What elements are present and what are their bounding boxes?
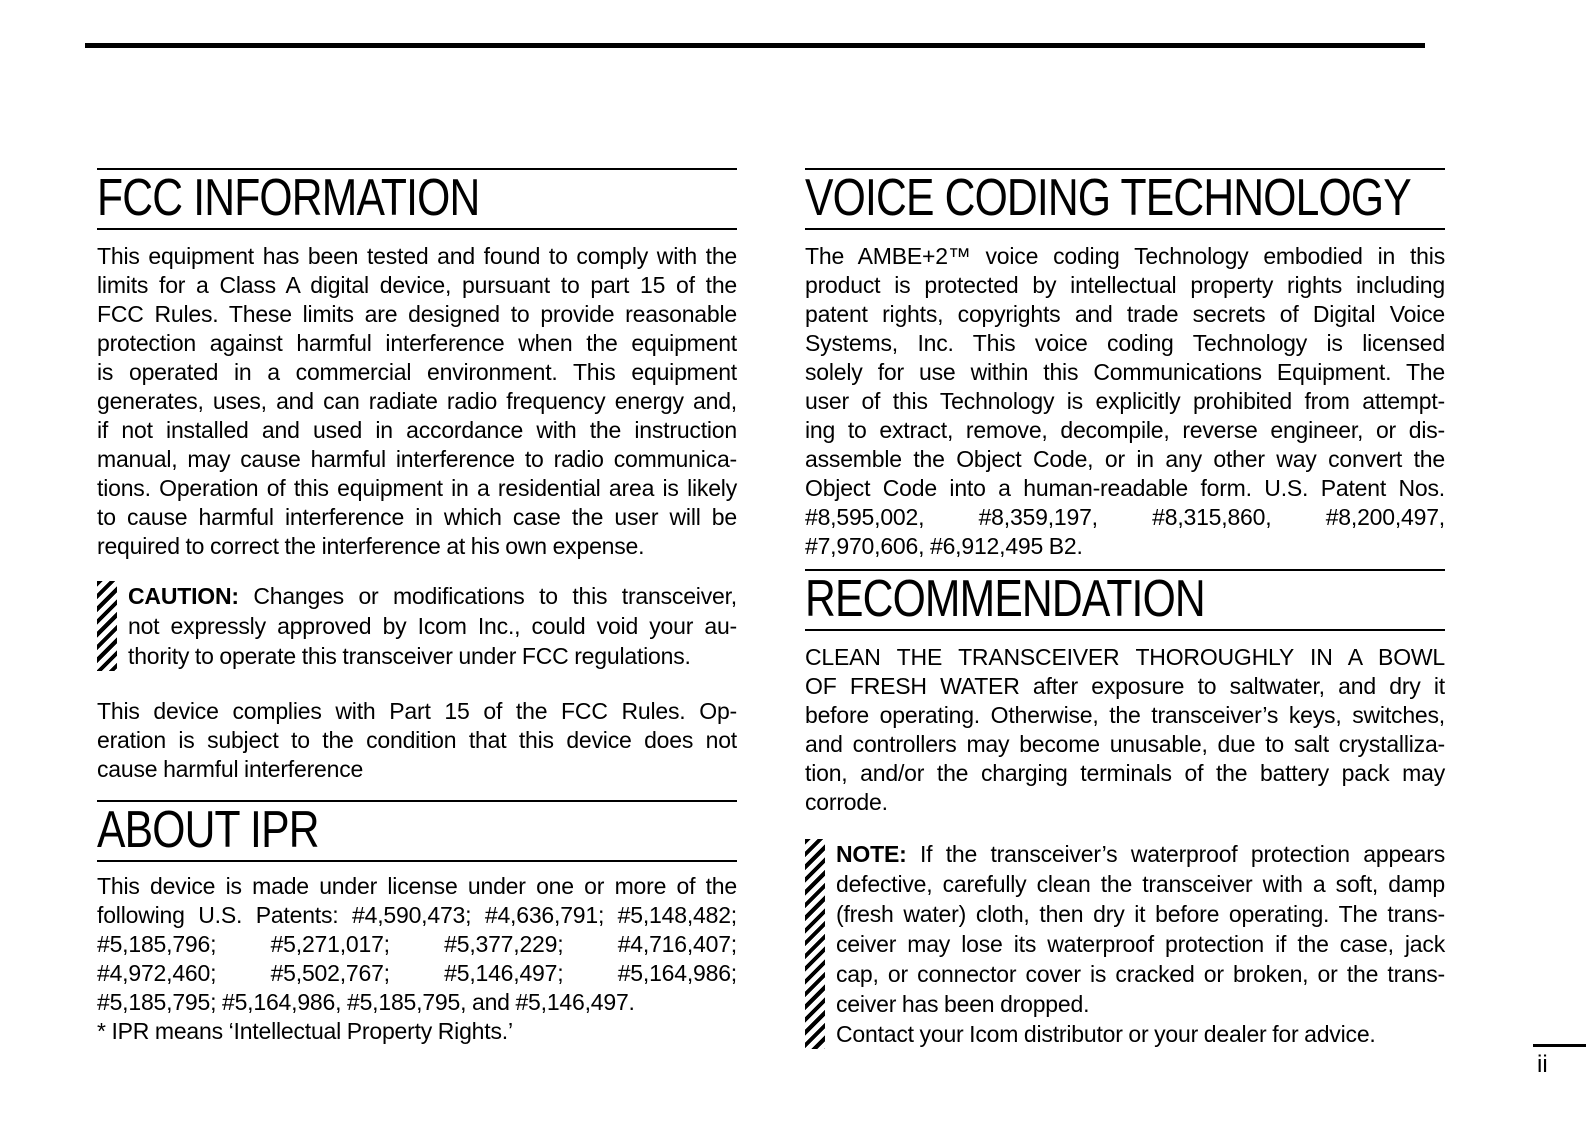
section-heading-recommendation	[805, 569, 1445, 631]
text-line: following U.S. Patents: #4,590,473; #4,636,791; #5,148,482;	[97, 902, 737, 928]
callout-lead: CAUTION:	[128, 583, 254, 609]
text-line: ing to extract, remove, decompile, reverse engineer, or dis-	[805, 417, 1445, 443]
text-line: ceiver may lose its waterproof protection if the case, jack	[836, 931, 1445, 957]
text-line: Systems, Inc. This voice coding Technology is licensed	[805, 330, 1445, 356]
paragraph-group	[97, 1017, 737, 1046]
text-line: * IPR means ‘Intellectual Property Rights.’	[97, 1018, 513, 1044]
text-line: The AMBE+2™ voice coding Technology embodied in this	[805, 243, 1445, 269]
text-line: #5,185,795; #5,164,986, #5,185,795, and #5,146,497.	[97, 989, 635, 1015]
text-line: tions. Operation of this equipment in a residential area is likely	[97, 475, 737, 501]
paragraph-group	[128, 581, 737, 671]
text-line: thority to operate this transceiver under FCC regulations.	[128, 643, 691, 669]
section-heading-text: FCC INFORMATION	[97, 169, 480, 227]
text-line: manual, may cause harmful interference to radio communica-	[97, 446, 737, 472]
text-line: (fresh water) cloth, then dry it before operating. The trans-	[836, 901, 1445, 927]
section-heading-text: ABOUT IPR	[97, 801, 319, 859]
text-line: FCC Rules. These limits are designed to provide reasonable	[97, 301, 737, 327]
paragraph-group	[97, 697, 737, 784]
caution-callout	[97, 581, 737, 671]
text-line: patent rights, copyrights and trade secrets of Digital Voice	[805, 301, 1445, 327]
text-line: ceiver has been dropped.	[836, 991, 1090, 1017]
text-line: is operated in a commercial environment. This equipment	[97, 359, 737, 385]
callout-text	[836, 839, 1445, 1049]
recommendation-body-paragraph	[805, 643, 1445, 817]
text-line: and controllers may become unusable, due to salt crystalliza-	[805, 731, 1445, 757]
section-heading-text: RECOMMENDATION	[805, 570, 1205, 628]
text-line: This device complies with Part 15 of the FCC Rules. Op-	[97, 698, 737, 724]
paragraph-group	[97, 242, 737, 561]
text-line: tion, and/or the charging terminals of the battery pack may	[805, 760, 1445, 786]
paragraph-group	[836, 839, 1445, 1019]
page-number-rule	[1533, 1044, 1586, 1047]
section-heading-ipr	[97, 800, 737, 862]
note-callout	[805, 839, 1445, 1049]
section-heading-fcc	[97, 168, 737, 230]
paragraph-group	[805, 643, 1445, 817]
voice-body-paragraph	[805, 242, 1445, 561]
section-heading-text: VOICE CODING TECHNOLOGY	[805, 169, 1411, 227]
text-line: Object Code into a human-readable form. U.S. Patent Nos.	[805, 475, 1445, 501]
fcc-compliance-paragraph	[97, 697, 737, 784]
text-line: #5,185,796; #5,271,017; #5,377,229; #4,716,407;	[97, 931, 737, 957]
text-line: #7,970,606, #6,912,495 B2.	[805, 533, 1083, 559]
text-line: CAUTION: Changes or modifications to this transceiver,	[128, 583, 737, 609]
left-column	[97, 168, 737, 1046]
page-number: ii	[1537, 1051, 1548, 1078]
text-line: cause harmful interference	[97, 756, 364, 782]
section-voice-coding-technology	[805, 168, 1445, 561]
text-line: Contact your Icom distributor or your dealer for advice.	[836, 1021, 1376, 1047]
text-line: NOTE: If the transceiver’s waterproof protection appears	[836, 841, 1445, 867]
text-line: before operating. Otherwise, the transceiver’s keys, switches,	[805, 702, 1445, 728]
section-fcc-information	[97, 168, 737, 784]
page-top-rule	[85, 43, 1425, 48]
section-about-ipr	[97, 800, 737, 1046]
text-line: required to correct the interference at his own expense.	[97, 533, 645, 559]
text-line: #8,595,002, #8,359,197, #8,315,860, #8,200,497,	[805, 504, 1445, 530]
text-line: to cause harmful interference in which case the user will be	[97, 504, 737, 530]
callout-text	[128, 581, 737, 671]
hatched-warning-bar	[805, 839, 825, 1049]
paragraph-group	[97, 872, 737, 1017]
right-column	[805, 168, 1445, 1049]
fcc-intro-paragraph	[97, 242, 737, 561]
ipr-body-paragraph	[97, 872, 737, 1046]
section-heading-voice	[805, 168, 1445, 230]
text-line: corrode.	[805, 789, 888, 815]
text-line: user of this Technology is explicitly prohibited from attempt-	[805, 388, 1445, 414]
text-line: limits for a Class A digital device, pursuant to part 15 of the	[97, 272, 737, 298]
text-line: generates, uses, and can radiate radio frequency energy and,	[97, 388, 737, 414]
text-line: if not installed and used in accordance with the instruction	[97, 417, 737, 443]
text-line: #4,972,460; #5,502,767; #5,146,497; #5,164,986;	[97, 960, 737, 986]
text-line: eration is subject to the condition that this device does not	[97, 727, 737, 753]
text-line: This device is made under license under one or more of the	[97, 873, 737, 899]
text-line: product is protected by intellectual property rights including	[805, 272, 1445, 298]
text-line: CLEAN THE TRANSCEIVER THOROUGHLY IN A BOWL	[805, 644, 1445, 670]
text-line: solely for use within this Communications Equipment. The	[805, 359, 1445, 385]
section-recommendation	[805, 569, 1445, 1049]
text-line: protection against harmful interference when the equipment	[97, 330, 737, 356]
text-line: not expressly approved by Icom Inc., could void your au-	[128, 613, 737, 639]
paragraph-group	[836, 1019, 1445, 1049]
text-line: cap, or connector cover is cracked or broken, or the trans-	[836, 961, 1445, 987]
text-line: OF FRESH WATER after exposure to saltwater, and dry it	[805, 673, 1445, 699]
text-line: This equipment has been tested and found to comply with the	[97, 243, 737, 269]
callout-lead: NOTE:	[836, 841, 920, 867]
text-line: assemble the Object Code, or in any other way convert the	[805, 446, 1445, 472]
paragraph-group	[805, 242, 1445, 561]
hatched-warning-bar	[97, 581, 117, 671]
text-line: defective, carefully clean the transceiver with a soft, damp	[836, 871, 1445, 897]
